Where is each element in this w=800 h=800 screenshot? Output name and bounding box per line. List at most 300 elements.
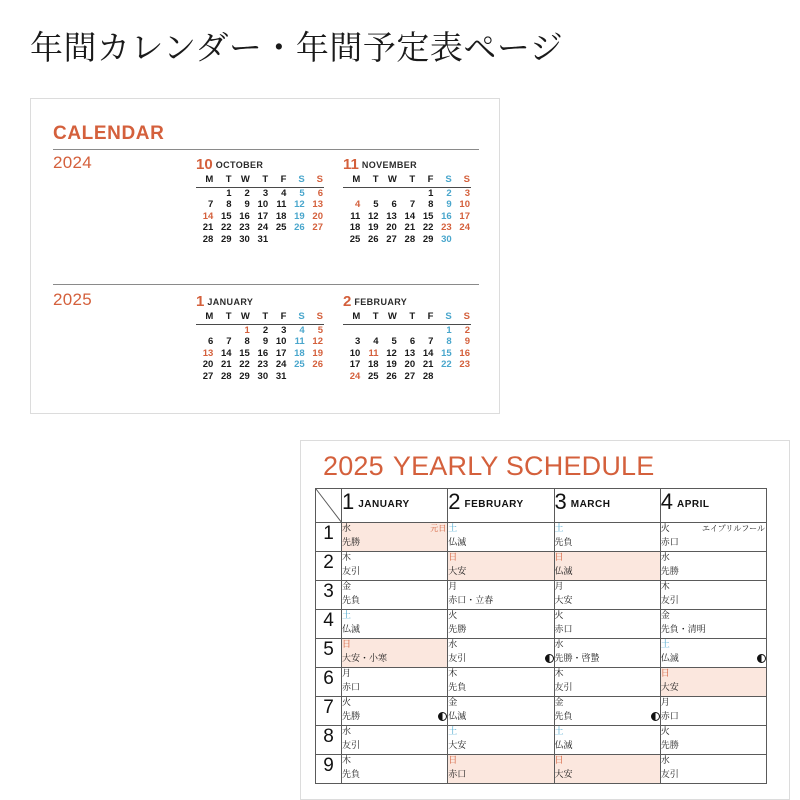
schedule-day-cell[interactable]: [554, 639, 660, 668]
mini-day-cell[interactable]: 24: [459, 222, 470, 234]
mini-month-week-row: [196, 234, 324, 246]
schedule-table-row: [316, 581, 767, 610]
mini-month-weekday-row: [343, 174, 471, 187]
mini-weekday-header: T: [262, 174, 269, 185]
schedule-month-header-february: [448, 489, 554, 523]
schedule-day-cell[interactable]: [342, 581, 448, 610]
mini-day-cell[interactable]: 13: [202, 347, 214, 359]
schedule-rokuyo-label: 赤口: [448, 769, 467, 779]
schedule-day-cell[interactable]: [448, 726, 554, 755]
mini-weekday-header: S: [463, 311, 470, 322]
mini-day-cell[interactable]: 22: [239, 359, 250, 371]
mini-day-cell[interactable]: 31: [257, 233, 269, 245]
mini-month-week-row: [343, 336, 471, 348]
mini-day-cell[interactable]: 6: [391, 199, 397, 211]
schedule-rokuyo-label: 先勝: [660, 566, 679, 576]
schedule-day-cell[interactable]: [554, 523, 660, 552]
mini-day-cell[interactable]: 19: [367, 222, 379, 234]
mini-day-cell[interactable]: 25: [349, 233, 361, 245]
mini-weekday-header: W: [387, 174, 397, 185]
schedule-rokuyo-label: 大安: [660, 682, 679, 692]
schedule-rokuyo-label: 先勝・啓蟄: [554, 653, 600, 663]
schedule-day-cell[interactable]: [342, 552, 448, 581]
schedule-day-cell[interactable]: [660, 755, 766, 784]
schedule-title: [323, 451, 654, 482]
mini-day-cell[interactable]: 21: [404, 222, 416, 234]
mini-day-cell[interactable]: 22: [220, 222, 232, 234]
schedule-weekday-label: 土: [448, 523, 458, 533]
schedule-header-row: [316, 489, 767, 523]
mini-day-empty: [196, 324, 214, 336]
mini-day-cell[interactable]: 20: [202, 359, 214, 371]
schedule-day-cell[interactable]: [342, 523, 448, 552]
schedule-weekday-label: 木: [448, 668, 458, 678]
mini-day-cell[interactable]: 22: [422, 222, 434, 234]
moon-phase-icon: [757, 654, 766, 663]
mini-day-cell[interactable]: 25: [367, 370, 379, 382]
mini-day-cell[interactable]: 17: [349, 359, 361, 371]
mini-month-name: JANUARY: [207, 297, 254, 307]
mini-day-cell[interactable]: 15: [220, 210, 232, 222]
schedule-month-name: MARCH: [570, 499, 611, 510]
mini-day-cell[interactable]: 4: [354, 199, 361, 211]
schedule-weekday-label: 日: [554, 552, 564, 562]
schedule-table-row: [316, 552, 767, 581]
schedule-weekday-label: 土: [342, 610, 352, 620]
mini-day-cell[interactable]: 12: [386, 347, 397, 359]
schedule-weekday-label: 土: [554, 523, 564, 533]
mini-day-cell[interactable]: 16: [441, 210, 452, 222]
mini-day-cell[interactable]: 11: [294, 336, 305, 348]
mini-month-week-row: [196, 336, 324, 348]
schedule-weekday-label: 火: [660, 726, 670, 736]
mini-day-cell[interactable]: 16: [257, 347, 269, 359]
mini-month-january: [196, 294, 324, 383]
mini-day-cell[interactable]: 6: [409, 336, 416, 348]
mini-day-cell[interactable]: 11: [276, 199, 287, 211]
schedule-day-cell[interactable]: [448, 552, 554, 581]
schedule-rokuyo-label: 仏滅: [660, 653, 679, 663]
mini-day-cell[interactable]: 1: [244, 324, 250, 336]
mini-day-cell[interactable]: 29: [220, 233, 232, 245]
mini-month-table: [343, 174, 471, 246]
mini-day-cell[interactable]: 5: [391, 336, 397, 348]
schedule-day-cell[interactable]: [660, 697, 766, 726]
schedule-day-number: 7: [316, 697, 342, 726]
schedule-weekday-label: 日: [660, 668, 670, 678]
schedule-rokuyo-label: 先負: [342, 769, 361, 779]
mini-day-cell[interactable]: 15: [441, 347, 452, 359]
schedule-day-cell[interactable]: [448, 755, 554, 784]
mini-day-cell[interactable]: 28: [422, 370, 434, 382]
mini-day-empty: [453, 371, 471, 383]
mini-day-cell[interactable]: 29: [239, 370, 250, 382]
mini-month-week-row: [196, 348, 324, 360]
schedule-rokuyo-label: 仏滅: [554, 740, 573, 750]
schedule-month-header-march: [554, 489, 660, 523]
mini-day-cell[interactable]: 20: [312, 210, 323, 222]
mini-weekday-header: S: [463, 174, 470, 185]
mini-day-cell[interactable]: 2: [244, 187, 250, 199]
schedule-rokuyo-label: 先勝: [660, 740, 679, 750]
schedule-day-cell[interactable]: [554, 610, 660, 639]
schedule-rokuyo-label: 赤口: [660, 537, 679, 547]
mini-day-cell[interactable]: 23: [459, 359, 470, 371]
mini-day-cell[interactable]: 12: [294, 199, 305, 211]
mini-day-cell[interactable]: 5: [373, 199, 379, 211]
mini-day-cell[interactable]: 4: [281, 187, 287, 199]
mini-day-cell[interactable]: 14: [202, 210, 214, 222]
mini-day-cell[interactable]: 9: [446, 199, 452, 211]
mini-day-cell[interactable]: 27: [312, 222, 323, 234]
mini-day-empty: [380, 324, 398, 336]
schedule-rokuyo-label: 大安: [448, 740, 467, 750]
schedule-day-cell[interactable]: [660, 639, 766, 668]
schedule-weekday-label: 木: [342, 755, 352, 765]
schedule-day-cell[interactable]: [554, 755, 660, 784]
mini-day-cell[interactable]: 10: [275, 336, 287, 348]
schedule-day-cell[interactable]: [660, 523, 766, 552]
schedule-month-name: JANUARY: [358, 499, 410, 510]
mini-day-cell[interactable]: 26: [367, 233, 379, 245]
schedule-rokuyo-label: 大安: [554, 769, 573, 779]
schedule-weekday-label: 火: [554, 610, 564, 620]
schedule-rokuyo-label: 先負・清明: [660, 624, 706, 634]
schedule-day-cell[interactable]: [660, 668, 766, 697]
mini-day-empty: [398, 324, 416, 336]
mini-day-cell[interactable]: 14: [422, 347, 434, 359]
mini-day-cell[interactable]: 7: [428, 336, 434, 348]
mini-day-cell[interactable]: 7: [409, 199, 416, 211]
schedule-month-header-april: [660, 489, 766, 523]
schedule-weekday-label: 日: [554, 755, 564, 765]
schedule-day-cell[interactable]: [554, 581, 660, 610]
mini-month-name: OCTOBER: [215, 160, 264, 170]
mini-month-table: [343, 311, 471, 383]
calendar-heading: CALENDAR: [53, 123, 165, 144]
mini-day-cell[interactable]: 24: [275, 359, 287, 371]
schedule-weekday-label: 土: [448, 726, 458, 736]
schedule-weekday-label: 水: [342, 726, 352, 736]
schedule-day-cell[interactable]: [660, 726, 766, 755]
schedule-day-cell[interactable]: [448, 610, 554, 639]
mini-day-cell[interactable]: 20: [386, 222, 397, 234]
mini-day-empty: [287, 234, 305, 246]
schedule-day-cell[interactable]: [448, 697, 554, 726]
mini-day-cell[interactable]: 19: [386, 359, 397, 371]
mini-day-cell[interactable]: 23: [239, 222, 250, 234]
schedule-title-text: YEARLY SCHEDULE: [392, 451, 655, 481]
mini-day-empty: [287, 371, 305, 383]
mini-weekday-header: W: [240, 311, 250, 322]
schedule-weekday-label: 金: [554, 697, 564, 707]
mini-day-cell[interactable]: 30: [257, 370, 269, 382]
mini-day-cell[interactable]: 1: [446, 324, 452, 336]
schedule-rokuyo-label: 先勝: [342, 711, 361, 721]
mini-day-cell[interactable]: 3: [354, 336, 361, 348]
mini-day-cell[interactable]: 5: [299, 187, 305, 199]
mini-day-empty: [453, 234, 471, 246]
mini-day-cell[interactable]: 13: [404, 347, 416, 359]
schedule-corner-cell: [316, 489, 342, 523]
mini-day-cell[interactable]: 1: [428, 187, 434, 199]
mini-day-empty: [416, 324, 434, 336]
schedule-day-cell[interactable]: [448, 668, 554, 697]
mini-day-cell[interactable]: 2: [464, 324, 470, 336]
schedule-title-year: 2025: [323, 451, 384, 481]
schedule-day-cell[interactable]: [660, 552, 766, 581]
mini-day-cell[interactable]: 17: [459, 210, 470, 222]
mini-day-cell[interactable]: 26: [312, 359, 323, 371]
mini-day-cell[interactable]: 11: [350, 210, 361, 222]
mini-weekday-header: T: [372, 174, 379, 185]
mini-month-title: [343, 294, 471, 309]
schedule-table-head: [316, 489, 767, 523]
mini-day-cell[interactable]: 8: [428, 199, 434, 211]
mini-month-week-row: [196, 211, 324, 223]
mini-day-cell[interactable]: 23: [441, 222, 452, 234]
mini-weekday-header: S: [445, 174, 452, 185]
mini-day-cell[interactable]: 25: [275, 222, 287, 234]
mini-day-cell[interactable]: 14: [404, 210, 416, 222]
schedule-weekday-label: 水: [660, 552, 670, 562]
schedule-day-cell[interactable]: [554, 726, 660, 755]
schedule-day-cell[interactable]: [554, 668, 660, 697]
schedule-rokuyo-label: 大安: [448, 566, 467, 576]
mini-day-empty: [214, 324, 232, 336]
mini-month-november: [343, 157, 471, 246]
diagonal-slash-icon: [316, 489, 341, 522]
mini-weekday-header: T: [262, 311, 269, 322]
schedule-rokuyo-label: 大安: [554, 595, 573, 605]
mini-weekday-header: S: [298, 311, 305, 322]
schedule-day-cell[interactable]: [342, 697, 448, 726]
mini-day-cell[interactable]: 30: [441, 233, 452, 245]
schedule-day-cell[interactable]: [660, 581, 766, 610]
mini-day-cell[interactable]: 7: [207, 199, 214, 211]
moon-phase-icon: [651, 712, 660, 721]
mini-day-cell[interactable]: 27: [386, 233, 397, 245]
mini-day-cell[interactable]: 28: [220, 370, 232, 382]
schedule-month-number: 2: [448, 489, 461, 514]
mini-day-cell[interactable]: 14: [220, 347, 232, 359]
mini-day-cell[interactable]: 25: [294, 359, 305, 371]
mini-day-cell[interactable]: 12: [312, 336, 323, 348]
mini-day-cell[interactable]: 4: [373, 336, 379, 348]
mini-day-cell[interactable]: 8: [226, 199, 232, 211]
schedule-day-cell[interactable]: [554, 697, 660, 726]
mini-day-cell[interactable]: 17: [275, 347, 287, 359]
schedule-day-cell[interactable]: [660, 610, 766, 639]
schedule-month-name: APRIL: [677, 499, 710, 510]
mini-day-cell[interactable]: 18: [349, 222, 361, 234]
schedule-rokuyo-label: 先負: [342, 595, 361, 605]
mini-day-cell[interactable]: 9: [464, 336, 470, 348]
mini-month-week-row: [343, 371, 471, 383]
mini-day-cell[interactable]: 16: [459, 347, 470, 359]
mini-day-cell[interactable]: 24: [349, 370, 361, 382]
mini-day-cell[interactable]: 21: [202, 222, 214, 234]
mini-month-week-row: [196, 359, 324, 371]
schedule-rokuyo-label: 仏滅: [342, 624, 361, 634]
mini-day-cell[interactable]: 11: [368, 347, 379, 359]
mini-month-week-row: [343, 187, 471, 199]
schedule-day-number: 2: [316, 552, 342, 581]
calendar-year-2024: 2024: [53, 153, 93, 172]
schedule-weekday-label: 水: [342, 523, 352, 533]
calendar-divider-top: [53, 149, 479, 150]
mini-month-week-row: [343, 324, 471, 336]
schedule-day-cell[interactable]: [342, 755, 448, 784]
calendar-year-2025: 2025: [53, 290, 93, 309]
schedule-day-cell[interactable]: [342, 726, 448, 755]
schedule-weekday-label: 火: [660, 523, 670, 533]
schedule-table-row: [316, 668, 767, 697]
mini-day-cell[interactable]: 9: [262, 336, 269, 348]
schedule-weekday-label: 水: [448, 639, 458, 649]
mini-day-cell[interactable]: 15: [239, 347, 250, 359]
schedule-rokuyo-label: 赤口: [554, 624, 573, 634]
schedule-weekday-label: 金: [448, 697, 458, 707]
mini-day-cell[interactable]: 28: [404, 233, 416, 245]
mini-day-cell[interactable]: 9: [244, 199, 250, 211]
mini-month-weekday-row: [196, 174, 324, 187]
schedule-rokuyo-label: 先負: [554, 711, 573, 721]
mini-day-cell[interactable]: 21: [422, 359, 434, 371]
schedule-day-cell[interactable]: [554, 552, 660, 581]
mini-day-cell[interactable]: 22: [441, 359, 452, 371]
mini-day-cell[interactable]: 26: [294, 222, 305, 234]
mini-day-cell[interactable]: 18: [275, 210, 287, 222]
schedule-table: [315, 488, 767, 784]
schedule-weekday-label: 日: [342, 639, 352, 649]
mini-day-cell[interactable]: 30: [239, 233, 250, 245]
mini-month-number: 1: [196, 293, 205, 310]
schedule-day-cell[interactable]: [342, 610, 448, 639]
mini-weekday-header: F: [280, 311, 287, 322]
mini-day-cell[interactable]: 3: [464, 187, 470, 199]
schedule-month-number: 4: [660, 489, 673, 514]
mini-day-cell[interactable]: 23: [257, 359, 269, 371]
schedule-rokuyo-label: 先負: [554, 537, 573, 547]
mini-day-cell[interactable]: 7: [226, 336, 232, 348]
schedule-day-number: 8: [316, 726, 342, 755]
mini-weekday-header: F: [427, 311, 434, 322]
mini-day-cell[interactable]: 2: [446, 187, 452, 199]
mini-day-cell[interactable]: 21: [220, 359, 232, 371]
mini-day-empty: [380, 187, 398, 199]
mini-day-cell[interactable]: 10: [257, 199, 269, 211]
mini-month-week-row: [343, 348, 471, 360]
schedule-day-cell[interactable]: [448, 639, 554, 668]
mini-day-cell[interactable]: 3: [262, 187, 269, 199]
mini-day-cell[interactable]: 1: [226, 187, 232, 199]
mini-day-cell[interactable]: 18: [294, 347, 305, 359]
mini-month-table: [196, 174, 324, 246]
mini-day-empty: [361, 187, 379, 199]
schedule-day-cell[interactable]: [448, 523, 554, 552]
schedule-weekday-label: 金: [342, 581, 352, 591]
mini-weekday-header: T: [409, 174, 416, 185]
mini-day-cell[interactable]: 17: [257, 210, 269, 222]
schedule-weekday-label: 月: [660, 697, 670, 707]
schedule-weekday-label: 木: [660, 581, 670, 591]
mini-day-cell[interactable]: 16: [239, 210, 250, 222]
schedule-rokuyo-label: 赤口: [342, 682, 361, 692]
mini-weekday-header: T: [409, 311, 416, 322]
mini-day-cell[interactable]: 24: [257, 222, 269, 234]
mini-month-week-row: [343, 199, 471, 211]
mini-day-cell[interactable]: 19: [294, 210, 305, 222]
mini-day-cell[interactable]: 6: [207, 336, 214, 348]
mini-day-cell[interactable]: 6: [317, 187, 323, 199]
schedule-day-number: 3: [316, 581, 342, 610]
mini-day-cell[interactable]: 26: [386, 370, 397, 382]
schedule-weekday-label: 木: [554, 668, 564, 678]
schedule-weekday-label: 日: [448, 552, 458, 562]
mini-day-cell[interactable]: 4: [299, 324, 305, 336]
mini-day-cell[interactable]: 29: [422, 233, 434, 245]
schedule-event-note: エイプリルフール: [701, 524, 765, 533]
mini-month-name: FEBRUARY: [354, 297, 408, 307]
mini-day-cell[interactable]: 27: [202, 370, 214, 382]
mini-weekday-header: M: [205, 311, 214, 322]
mini-day-cell[interactable]: 13: [312, 199, 323, 211]
mini-day-cell[interactable]: 5: [317, 324, 323, 336]
mini-day-cell[interactable]: 15: [422, 210, 434, 222]
mini-day-cell[interactable]: 3: [281, 324, 287, 336]
schedule-rokuyo-label: 友引: [342, 566, 361, 576]
mini-month-week-row: [196, 371, 324, 383]
schedule-weekday-label: 木: [342, 552, 352, 562]
mini-day-empty: [306, 234, 324, 246]
schedule-day-number: 9: [316, 755, 342, 784]
mini-month-week-row: [343, 359, 471, 371]
mini-day-cell[interactable]: 10: [459, 199, 470, 211]
mini-day-cell[interactable]: 18: [367, 359, 379, 371]
moon-phase-icon: [545, 654, 554, 663]
schedule-table-row: [316, 523, 767, 552]
schedule-rokuyo-label: 先勝: [342, 537, 361, 547]
mini-day-cell[interactable]: 28: [202, 233, 214, 245]
schedule-rokuyo-label: 仏滅: [448, 537, 467, 547]
mini-month-weekday-row: [343, 311, 471, 324]
schedule-weekday-label: 火: [448, 610, 458, 620]
mini-month-week-row: [196, 324, 324, 336]
schedule-day-cell[interactable]: [342, 668, 448, 697]
mini-month-weekday-row: [196, 311, 324, 324]
mini-day-cell[interactable]: 8: [446, 336, 452, 348]
mini-day-cell[interactable]: 2: [262, 324, 269, 336]
mini-day-cell[interactable]: 31: [275, 370, 287, 382]
mini-weekday-header: S: [316, 174, 323, 185]
mini-month-week-row: [196, 222, 324, 234]
mini-weekday-header: T: [372, 311, 379, 322]
schedule-day-cell[interactable]: [342, 639, 448, 668]
mini-month-february: [343, 294, 471, 383]
mini-weekday-header: F: [280, 174, 287, 185]
mini-day-cell[interactable]: 10: [349, 347, 361, 359]
mini-day-cell[interactable]: 8: [244, 336, 250, 348]
mini-day-cell[interactable]: 12: [367, 210, 379, 222]
schedule-day-number: 6: [316, 668, 342, 697]
mini-month-number: 2: [343, 293, 352, 310]
mini-day-cell[interactable]: 13: [386, 210, 397, 222]
schedule-day-cell[interactable]: [448, 581, 554, 610]
mini-day-cell[interactable]: 27: [404, 370, 416, 382]
mini-day-cell[interactable]: 20: [404, 359, 416, 371]
mini-day-cell[interactable]: 19: [312, 347, 323, 359]
